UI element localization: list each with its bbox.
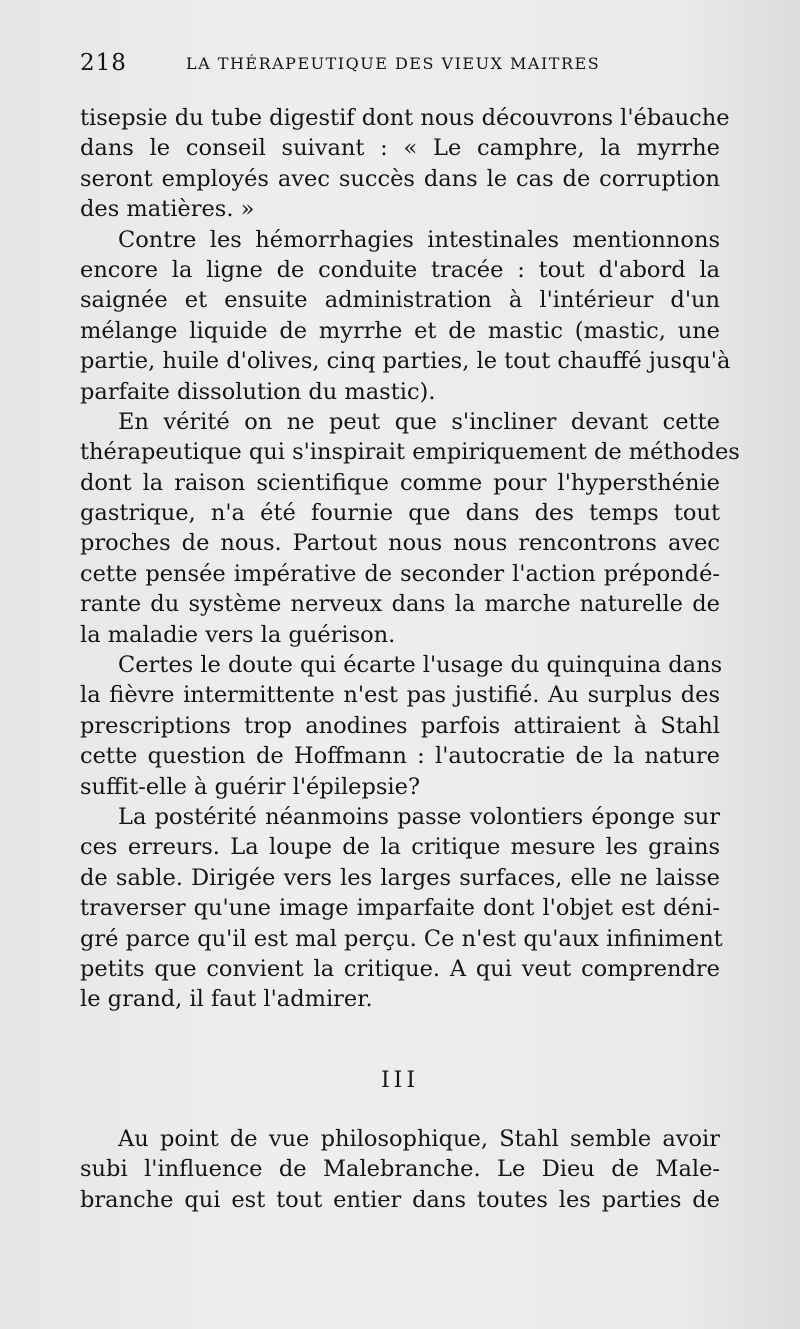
running-title: LA THÉRAPEUTIQUE DES VIEUX MAITRES [186, 54, 601, 73]
text-line: seront employés avec succès dans le cas de corruption [80, 165, 720, 192]
body-text [80, 103, 740, 1015]
text-line: thérapeutique qui s'inspirait empiriquement de méthodes [80, 439, 740, 466]
text-line: subi l'influence de Malebranche. Le Dieu de Male- [80, 1156, 720, 1183]
text-line: Au point de vue philosophique, Stahl semble avoir [118, 1126, 720, 1152]
paragraph [80, 650, 723, 802]
text-line: branche qui est tout entier dans toutes les parties de [80, 1186, 720, 1213]
text-line: partie, huile d'olives, cinq parties, le tout chauffé jusqu'à [80, 348, 731, 375]
text-line: petits que convient la critique. A qui veut comprendre [80, 955, 720, 982]
paragraph [80, 1124, 720, 1215]
text-line: En vérité on ne peut que s'incliner devant cette [118, 408, 720, 435]
text-line: parfaite dissolution du mastic). [80, 378, 436, 405]
text-line: cette pensée impérative de seconder l'action prépondé- [80, 560, 720, 587]
text-line: dont la raison scientifique comme pour l'hypersthénie [80, 469, 720, 496]
section-heading: III [380, 1068, 420, 1093]
text-line: gré parce qu'il est mal perçu. Ce n'est qu'aux infiniment [80, 925, 723, 952]
text-line: La postérité néanmoins passe volontiers éponge sur [118, 803, 720, 830]
paragraph [80, 225, 731, 407]
text-line: encore la ligne de conduite tracée : tout d'abord la [80, 256, 720, 283]
paragraph [80, 802, 723, 1015]
text-line: mélange liquide de myrrhe et de mastic (mastic, une [80, 317, 720, 344]
text-line: la fièvre intermittente n'est pas justifié. Au surplus des [80, 682, 720, 709]
section-body-text [80, 1124, 720, 1215]
text-line: traverser qu'une image imparfaite dont l'objet est déni- [80, 895, 720, 922]
text-line: la maladie vers la guérison. [80, 621, 396, 648]
text-line: proches de nous. Partout nous nous rencontrons avec [80, 530, 720, 557]
text-line: cette question de Hoffmann : l'autocratie de la nature [80, 743, 720, 770]
text-line: suffit-elle à guérir l'épilepsie? [80, 773, 421, 800]
text-line: de sable. Dirigée vers les larges surfaces, elle ne laisse [80, 864, 720, 891]
text-line: ces erreurs. La loupe de la critique mesure les grains [80, 834, 720, 861]
text-line: Contre les hémorrhagies intestinales mentionnons [118, 226, 720, 253]
text-line: rante du système nerveux dans la marche naturelle de [80, 591, 720, 618]
text-line: gastrique, n'a été fournie que dans des temps tout [80, 500, 720, 527]
page-number: 218 [80, 50, 127, 76]
text-line: dans le conseil suivant : « Le camphre, la myrrhe [80, 135, 720, 162]
running-head [80, 50, 720, 80]
text-line: Certes le doute qui écarte l'usage du quinquina dans [118, 652, 723, 679]
text-line: tisepsie du tube digestif dont nous découvrons l'ébauche [80, 105, 730, 131]
text-line: saignée et ensuite administration à l'intérieur d'un [80, 287, 720, 314]
paragraph [80, 103, 730, 225]
paragraph [80, 407, 740, 650]
text-line: prescriptions trop anodines parfois attiraient à Stahl [80, 712, 720, 739]
text-line: des matières. » [80, 196, 255, 223]
text-line: le grand, il faut l'admirer. [80, 986, 373, 1013]
